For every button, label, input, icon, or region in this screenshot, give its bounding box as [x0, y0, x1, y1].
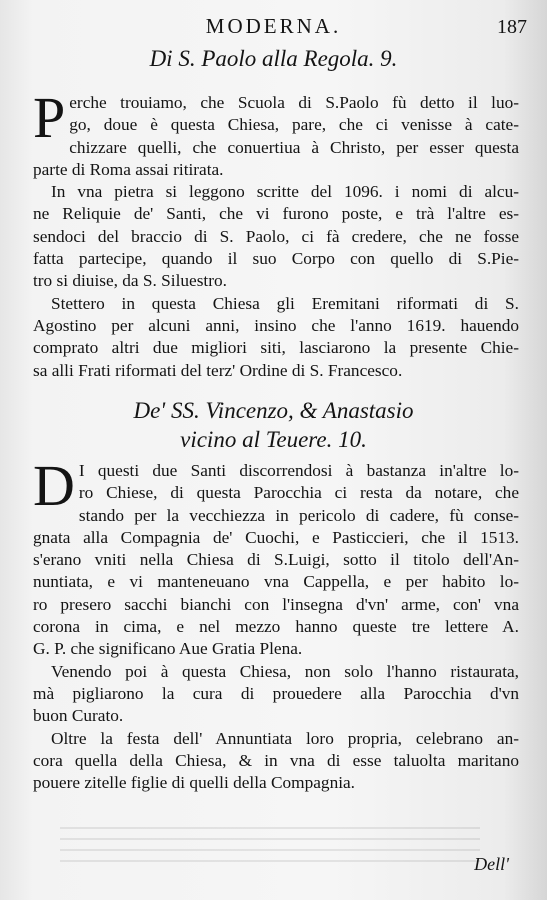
text-line: I questi due Santi discorrendosi à bastanza in'altre lo-	[78, 461, 519, 480]
text-line: chizzare quelli, che conuertiua à Christo, per esser questa	[69, 137, 519, 157]
text-line: In vna pietra si leggono scritte del 1096. i nomi di alcu-	[51, 182, 519, 202]
text-line: go, doue è questa Chiesa, pare, che ci venisse à cate-	[69, 115, 519, 135]
text-line: nuntiata, e vi manteneuano vna Cappella, e per habito lo-	[33, 572, 519, 592]
catchword: Dell'	[474, 854, 509, 874]
text-line: mà pigliarono la cura di prouedere alla Parocchia d'vn	[33, 683, 519, 703]
text-line: comprato altri due migliori siti, lasciarono la presente Chie-	[33, 338, 519, 358]
text-line: fatta partecipe, quando il suo Corpo con quello di S.Pie-	[33, 249, 519, 269]
drop-cap-d: D	[33, 453, 75, 518]
drop-cap-p: P	[33, 85, 66, 150]
text-line: pouere zitelle figlie di quelli della Compagnia.	[33, 773, 355, 793]
text-line: erche trouiamo, che Scuola di S.Paolo fù detto il luo-	[69, 93, 519, 112]
text-line: ro Chiese, di questa Parocchia ci resta da notare, che	[78, 483, 519, 503]
text-line: Agostino per alcuni anni, insino che l'anno 1619. hauendo	[33, 315, 519, 335]
text-line: Stettero in questa Chiesa gli Eremitani riformati di S.	[51, 293, 519, 313]
text-line: sendoci del braccio di S. Paolo, ci fà credere, che ne fosse	[33, 226, 519, 246]
section-heading-10-line1: De' SS. Vincenzo, & Anastasio	[133, 398, 414, 423]
text-line: parte di Roma assai ritirata.	[33, 159, 224, 179]
text-line: ne Reliquie de' Santi, che vi furono poste, e trà l'altre es-	[33, 204, 519, 224]
text-line: s'erano vniti nella Chiesa di S.Luigi, sotto il titolo dell'An-	[33, 550, 519, 570]
text-line: Venendo poi à questa Chiesa, non solo l'hanno ristaurata,	[51, 661, 519, 681]
section-heading-10-line2: vicino al Teuere. 10.	[180, 427, 367, 452]
text-line: cora quella della Chiesa, & in vna di esse taluolta maritano	[33, 750, 519, 770]
text-line: buon Curato.	[33, 706, 124, 726]
text-line: sa alli Frati riformati del terz' Ordine di S. Francesco.	[33, 360, 403, 380]
running-head	[0, 14, 547, 44]
text-line: gnata alla Compagnia de' Cuochi, e Pasticcieri, che il 1513.	[33, 527, 519, 547]
text-line: G. P. che significano Aue Gratia Plena.	[33, 639, 303, 659]
section-10-text	[33, 453, 519, 794]
page-number: 187	[497, 16, 527, 38]
text-line: ro presero sacchi bianchi con l'insegna d'vn' arme, con' vna	[33, 594, 519, 614]
text-line: tro si diuise, da S. Siluestro.	[33, 271, 227, 291]
section-heading-9: Di S. Paolo alla Regola. 9.	[149, 46, 398, 71]
running-title: MODERNA.	[205, 14, 342, 38]
text-line: corona in cima, e nel mezzo hanno queste tre lettere A.	[33, 617, 519, 637]
show-through-texture	[60, 822, 480, 862]
section-9-text	[33, 85, 519, 382]
text-line: Oltre la festa dell' Annuntiata loro propria, celebrano an-	[51, 728, 519, 748]
text-line: stando per la vecchiezza in pericolo di cadere, fù conse-	[78, 505, 519, 525]
